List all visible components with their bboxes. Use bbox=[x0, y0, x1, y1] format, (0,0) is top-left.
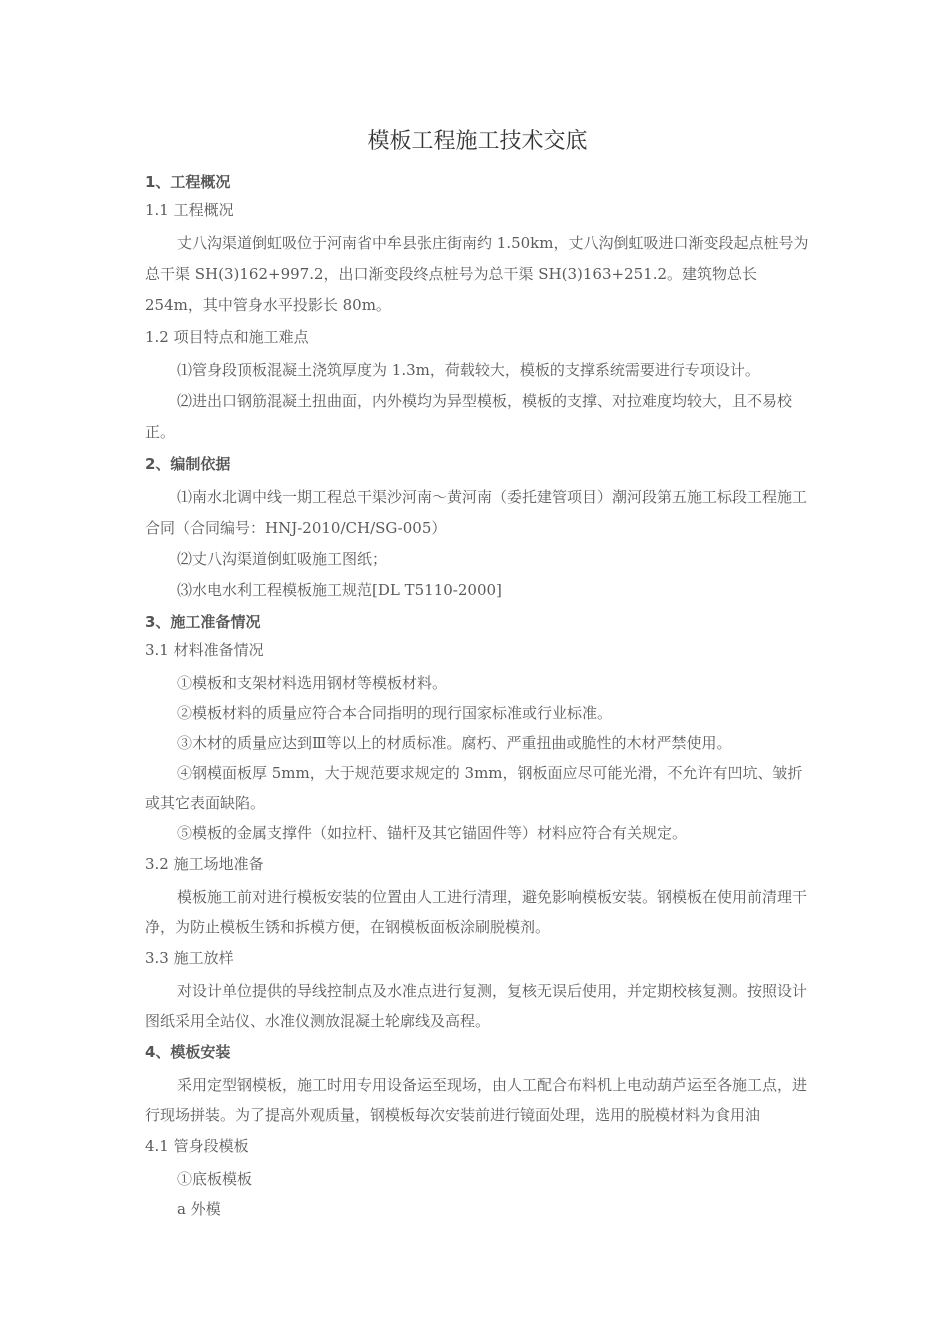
subsection-heading-3-2: 3.2 施工场地准备 bbox=[145, 855, 264, 873]
paragraph: ⑶水电水利工程模板施工规范[DL T5110-2000] bbox=[177, 581, 502, 599]
paragraph: a 外模 bbox=[177, 1200, 221, 1218]
paragraph: ⑵进出口钢筋混凝土扭曲面，内外模均为异型模板，模板的支撑、对拉难度均较大，且不易校正。 bbox=[145, 392, 793, 441]
document-page bbox=[145, 122, 810, 1224]
section-heading-1: 1、工程概况 bbox=[145, 173, 231, 191]
paragraph: ⑤模板的金属支撑件（如拉杆、锚杆及其它锚固件等）材料应符合有关规定。 bbox=[177, 824, 688, 842]
section-heading-4: 4、模板安装 bbox=[145, 1043, 231, 1061]
paragraph: 采用定型钢模板，施工时用专用设备运至现场，由人工配合布料机上电动葫芦运至各施工点，进行现场拼装。为了提高外观质量，钢模板每次安装前进行镜面处理，选用的脱模材料为食用油 bbox=[145, 1076, 808, 1124]
paragraph: ④钢模面板厚 5mm，大于规范要求规定的 3mm，钢板面应尽可能光滑，不允许有凹坑、皱折或其它表面缺陷。 bbox=[145, 764, 803, 812]
subsection-heading-1-2: 1.2 项目特点和施工难点 bbox=[145, 328, 309, 346]
subsection-heading-3-3: 3.3 施工放样 bbox=[145, 949, 234, 967]
document-title: 模板工程施工技术交底 bbox=[367, 129, 588, 154]
paragraph: ⑵丈八沟渠道倒虹吸施工图纸； bbox=[177, 550, 388, 568]
paragraph: ①模板和支架材料选用钢材等模板材料。 bbox=[177, 674, 448, 692]
paragraph: 模板施工前对进行模板安装的位置由人工进行清理，避免影响模板安装。钢模板在使用前清理干净，为防止模板生锈和拆模方便，在钢模板面板涂刷脱模剂。 bbox=[145, 888, 808, 936]
subsection-heading-4-1: 4.1 管身段模板 bbox=[145, 1137, 249, 1155]
paragraph: ②模板材料的质量应符合本合同指明的现行国家标准或行业标准。 bbox=[177, 704, 613, 722]
section-heading-3: 3、施工准备情况 bbox=[145, 613, 261, 631]
paragraph: ⑴管身段顶板混凝土浇筑厚度为 1.3m，荷载较大，模板的支撑系统需要进行专项设计。 bbox=[177, 361, 760, 379]
section-heading-2: 2、编制依据 bbox=[145, 455, 231, 473]
paragraph: ③木材的质量应达到Ⅲ等以上的材质标准。腐朽、严重扭曲或脆性的木材严禁使用。 bbox=[177, 734, 732, 752]
paragraph: ⑴南水北调中线一期工程总干渠沙河南～黄河南（委托建管项目）潮河段第五施工标段工程施工合同（合同编号：HNJ-2010/CH/SG-005） bbox=[145, 488, 808, 537]
paragraph: 对设计单位提供的导线控制点及水准点进行复测，复核无误后使用，并定期校核复测。按照设计图纸采用全站仪、水准仪测放混凝土轮廓线及高程。 bbox=[145, 982, 808, 1030]
subsection-heading-3-1: 3.1 材料准备情况 bbox=[145, 641, 264, 659]
subsection-heading-1-1: 1.1 工程概况 bbox=[145, 201, 234, 219]
paragraph: ①底板模板 bbox=[177, 1170, 253, 1188]
paragraph: 丈八沟渠道倒虹吸位于河南省中牟县张庄街南约 1.50km，丈八沟倒虹吸进口渐变段起点桩号为总干渠 SH(3)162+997.2，出口渐变段终点桩号为总干渠 SH(3)163+251.2。建筑物总长 254m，其中管身水平投影长 80m。 bbox=[145, 234, 809, 314]
